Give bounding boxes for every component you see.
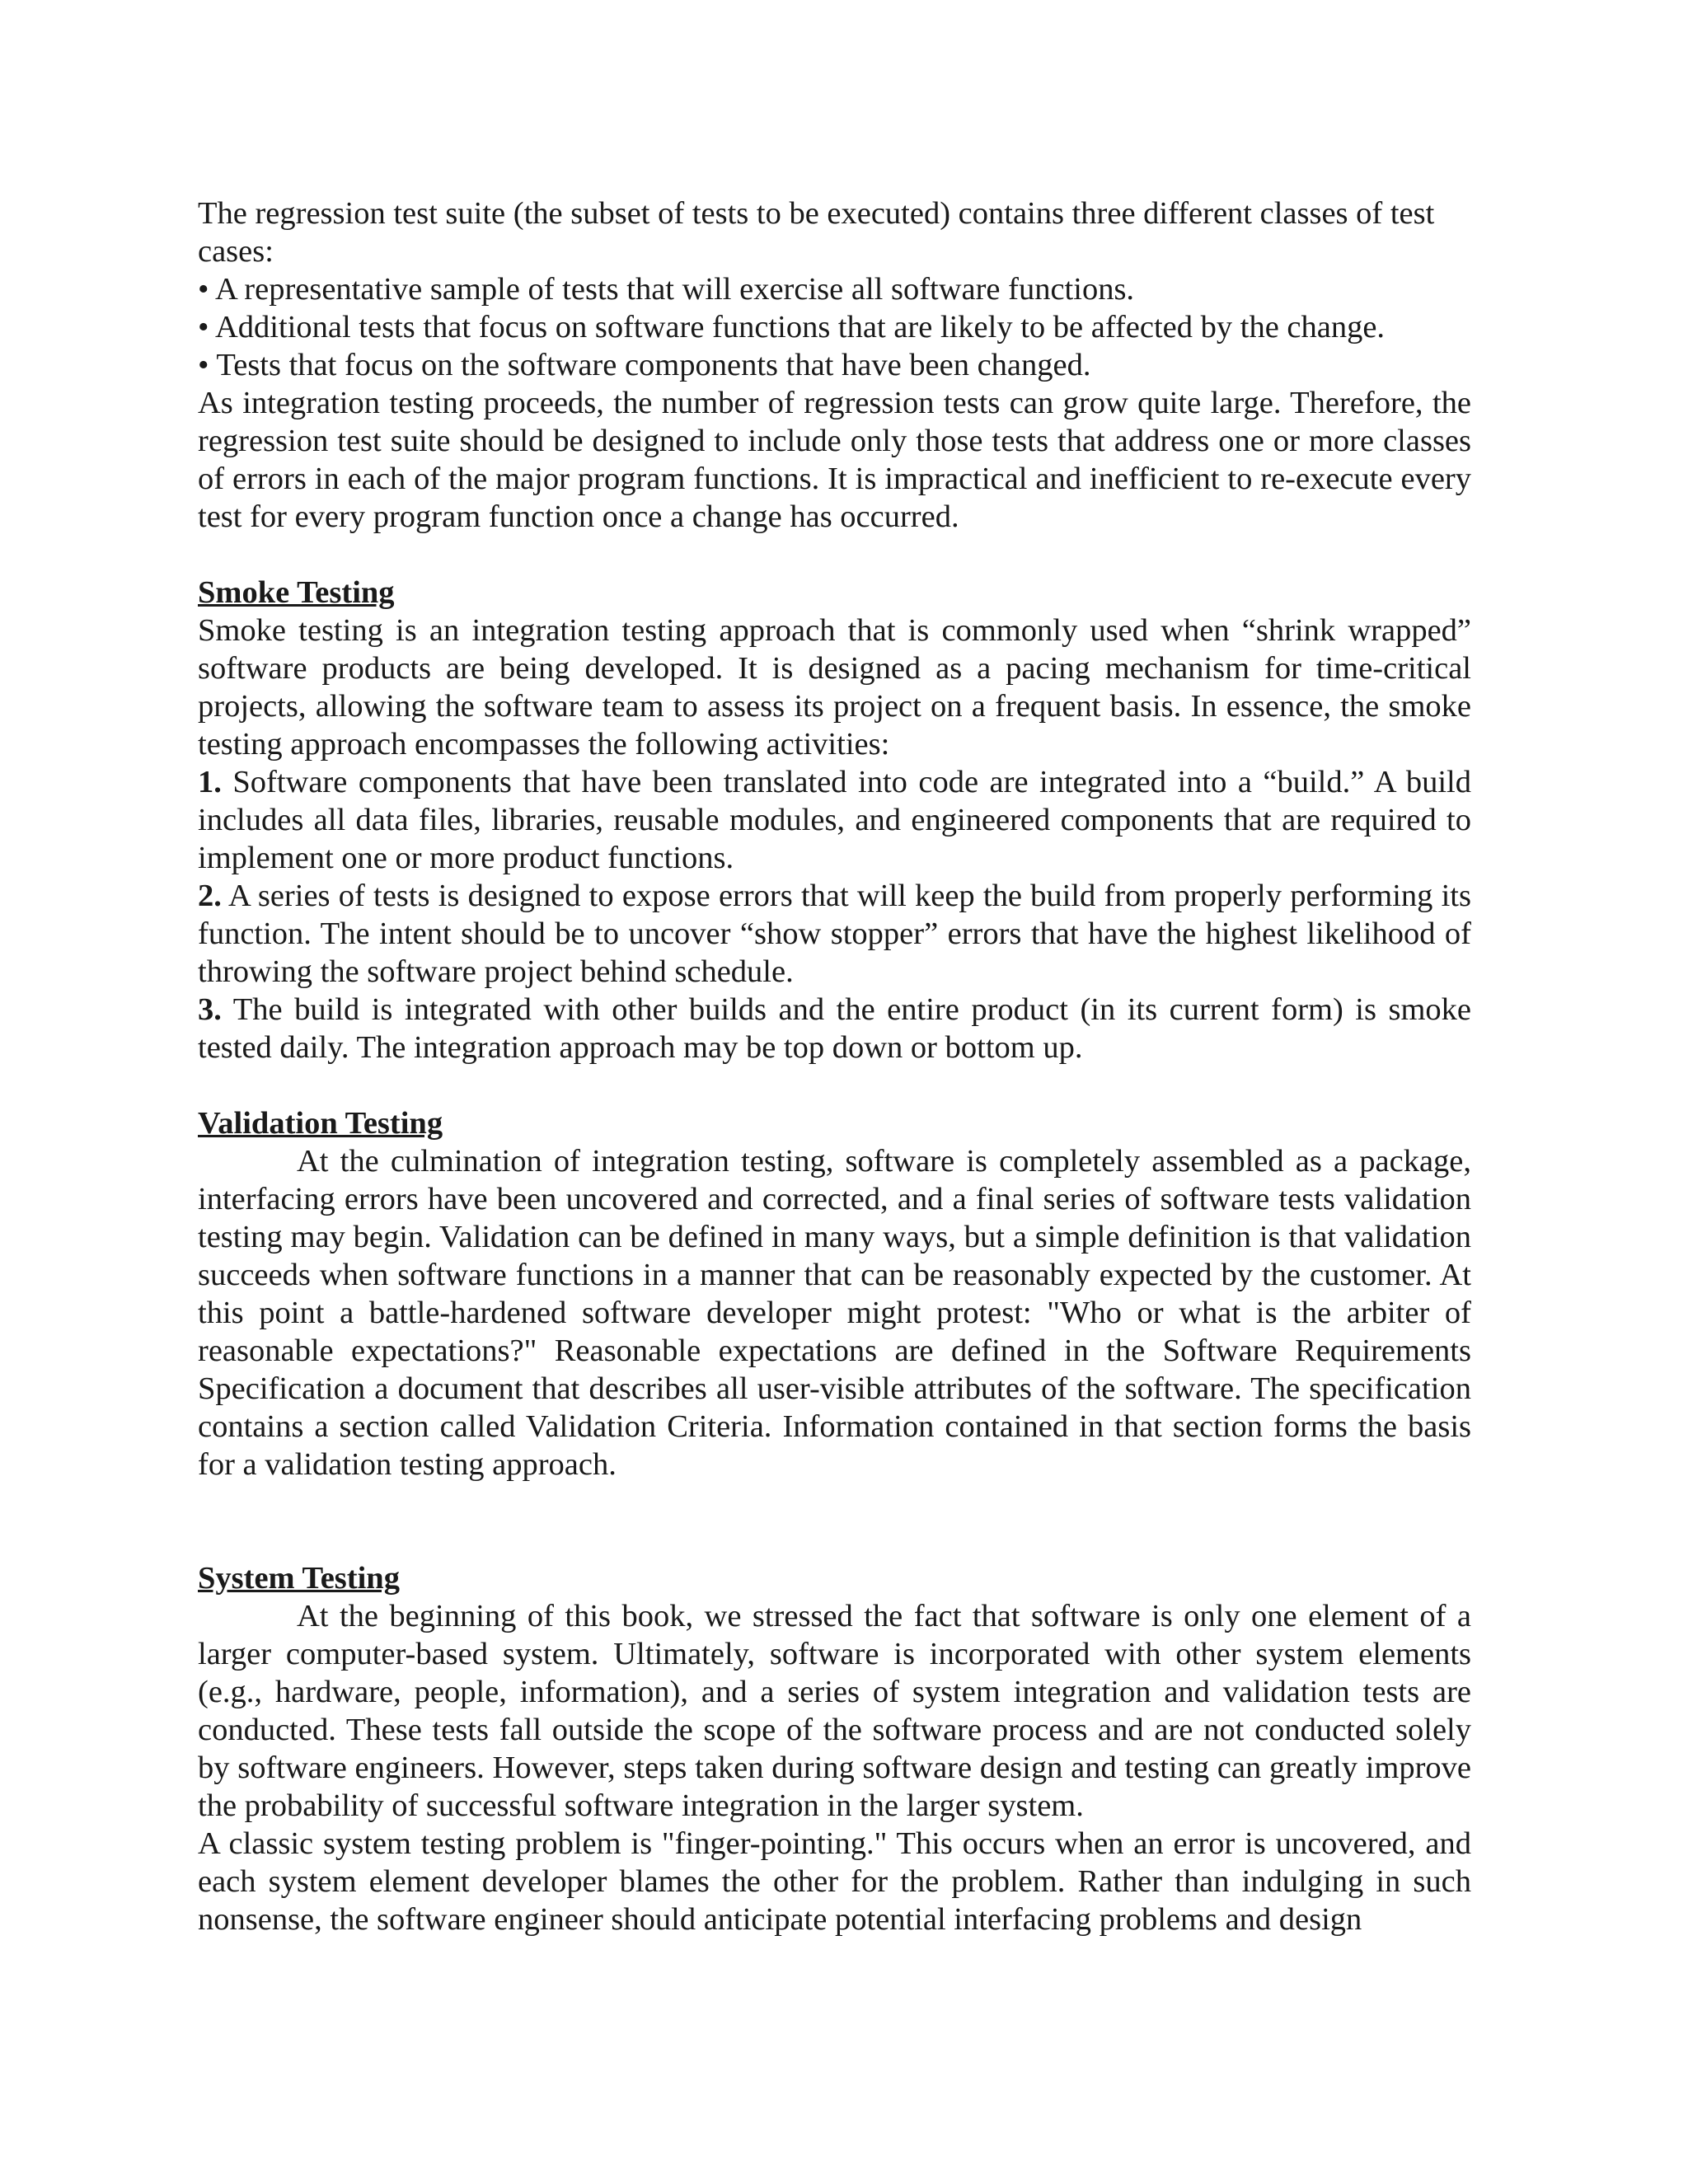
smoke-item-text: Software components that have been translated into code are integrated into a “build.” A build includes all data files, libraries, reusable modules, and engineered components that are required to implement one or more product functions. bbox=[198, 765, 1471, 875]
spacer bbox=[198, 1483, 1471, 1559]
smoke-item-1 bbox=[198, 763, 1471, 877]
smoke-item-number: 3. bbox=[198, 992, 222, 1027]
spacer bbox=[198, 536, 1471, 574]
spacer bbox=[198, 1066, 1471, 1104]
system-testing-heading: System Testing bbox=[198, 1561, 400, 1596]
smoke-item-number: 2. bbox=[198, 879, 222, 913]
smoke-testing-heading: Smoke Testing bbox=[198, 575, 395, 610]
validation-paragraph: At the culmination of integration testing, software is completely assembled as a package, interfacing errors have been uncovered and corrected, and a final series of software tests validation testing may begin. Validation can be defined in many ways, but a simple definition is that validation succeeds when software functions in a manner that can be reasonably expected by the customer. At this point a battle-hardened software developer might protest: "Who or what is the arbiter of reasonable expectations?" Reasonable expectations are defined in the Software Requirements Specification a document that describes all user-visible attributes of the software. The specification contains a section called Validation Criteria. Information contained in that section forms the basis for a validation testing approach. bbox=[198, 1144, 1471, 1482]
regression-paragraph: As integration testing proceeds, the number of regression tests can grow quite large. Therefore, the regression test suite should be designed to include only those tests that address one or more classes of errors in each of the major program functions. It is impractical and inefficient to re-execute every test for every program function once a change has occurred. bbox=[198, 386, 1471, 534]
regression-intro: The regression test suite (the subset of tests to be executed) contains three different classes of test cases: bbox=[198, 196, 1435, 269]
system-paragraph-1: At the beginning of this book, we stressed the fact that software is only one element of a larger computer-based system. Ultimately, software is incorporated with other system elements (e.g., hardware, people, information), and a series of system integration and validation tests are conducted. These tests fall outside the scope of the software process and are not conducted solely by software engineers. However, steps taken during software design and testing can greatly improve the probability of successful software integration in the larger system. bbox=[198, 1599, 1471, 1823]
smoke-item-number: 1. bbox=[198, 765, 222, 799]
regression-bullet-2: • Additional tests that focus on software functions that are likely to be affected by the change. bbox=[198, 310, 1386, 344]
page-content bbox=[198, 194, 1471, 1938]
regression-bullet-1: • A representative sample of tests that will exercise all software functions. bbox=[198, 272, 1135, 307]
smoke-item-text: The build is integrated with other builds and the entire product (in its current form) is smoke tested daily. The integration approach may be top down or bottom up. bbox=[198, 992, 1471, 1065]
smoke-item-text: A series of tests is designed to expose errors that will keep the build from properly performing its function. The intent should be to uncover “show stopper” errors that have the highest likelihood of throwing the software project behind schedule. bbox=[198, 879, 1471, 989]
smoke-item-2 bbox=[198, 877, 1471, 991]
system-paragraph-2: A classic system testing problem is "finger-pointing." This occurs when an error is uncovered, and each system element developer blames the other for the problem. Rather than indulging in such nonsense, the software engineer should anticipate potential interfacing problems and design bbox=[198, 1826, 1471, 1937]
validation-testing-heading: Validation Testing bbox=[198, 1106, 443, 1141]
smoke-item-3 bbox=[198, 991, 1471, 1066]
smoke-intro: Smoke testing is an integration testing approach that is commonly used when “shrink wrapped” software products are being developed. It is designed as a pacing mechanism for time-critical projects, allowing the software team to assess its project on a frequent basis. In essence, the smoke testing approach encompasses the following activities: bbox=[198, 613, 1471, 762]
regression-bullet-3: • Tests that focus on the software components that have been changed. bbox=[198, 348, 1091, 382]
